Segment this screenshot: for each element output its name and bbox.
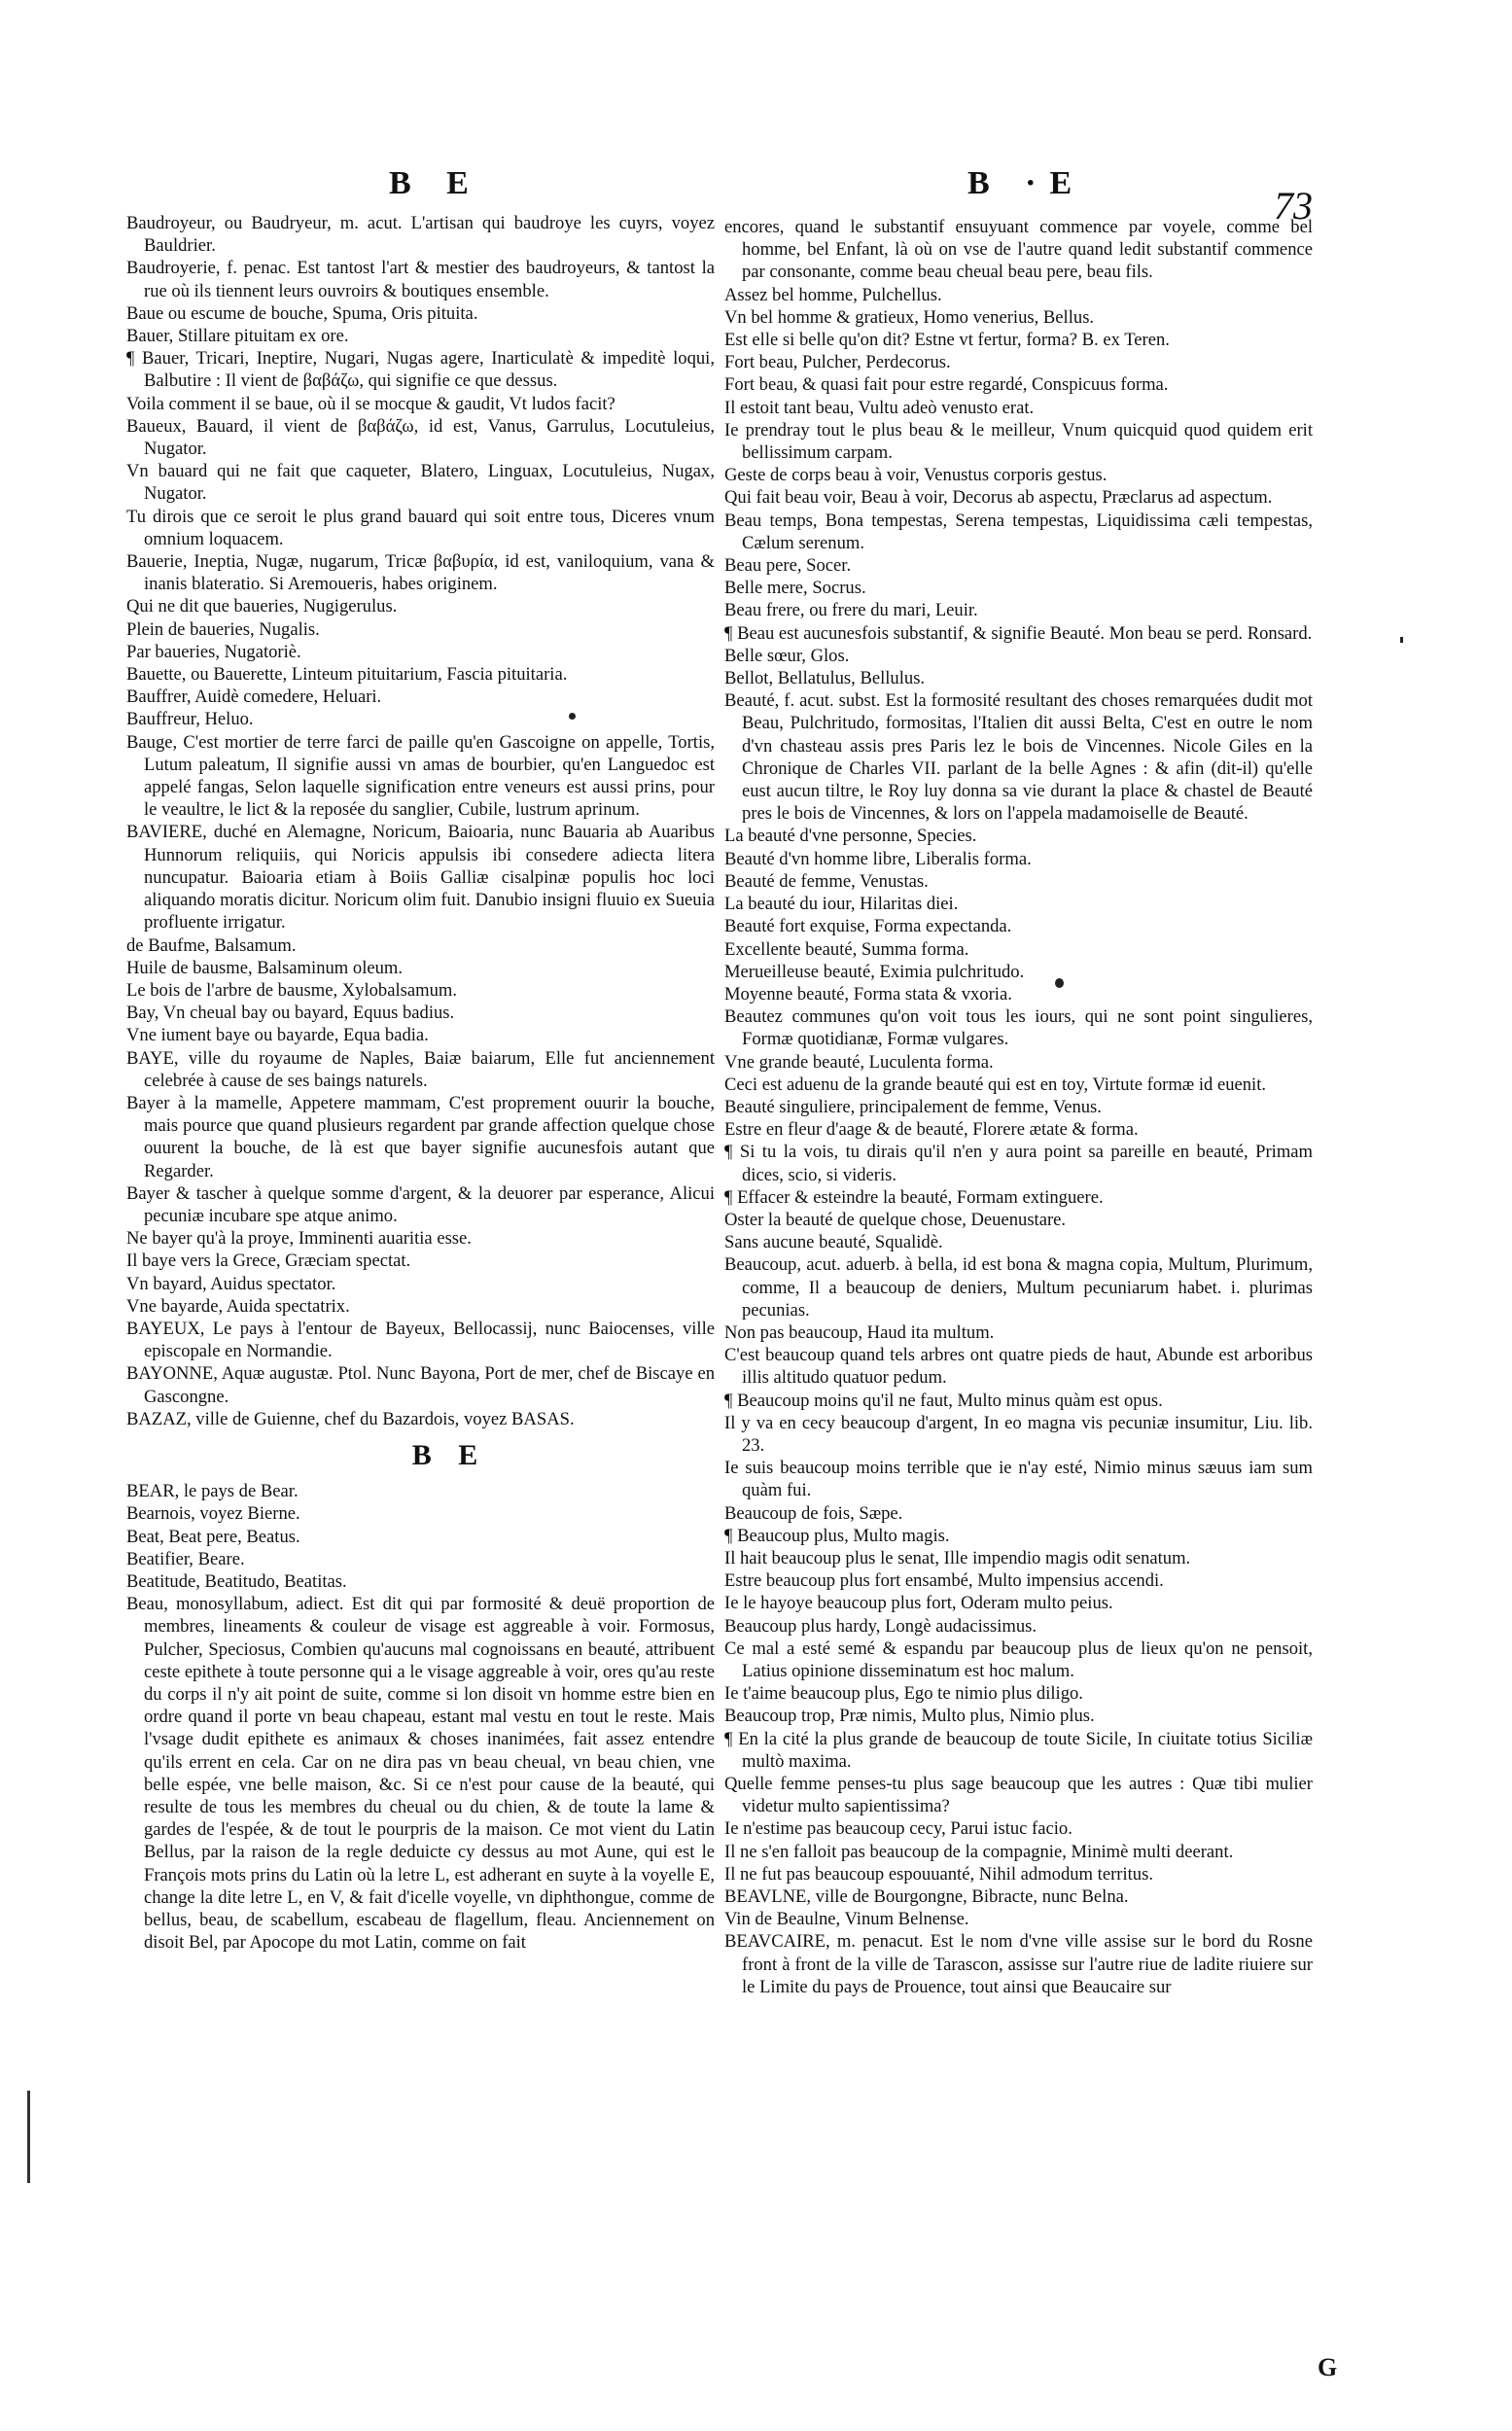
dictionary-entry: Fort beau, Pulcher, Perdecorus. (724, 352, 951, 373)
dictionary-entry: Beautez communes qu'on voit tous les iours, qui ne sont point singulieres, Formæ quotidianæ, Formæ vulgares. (724, 1006, 1313, 1050)
dictionary-entry: Beaucoup, acut. aduerb. à bella, id est bona & magna copia, Multum, Plurimum, comme, Il a beaucoup de deniers, Multum pecuniarum habet. i. plurimas pecunias. (724, 1254, 1313, 1321)
signature-mark: G (1318, 2353, 1338, 2381)
dictionary-entry: Beauté de femme, Venustas. (724, 870, 929, 892)
right-column (724, 216, 1313, 1998)
dictionary-entry: La beauté d'vne personne, Species. (724, 826, 977, 847)
dictionary-entry: BAYONNE, Aquæ augustæ. Ptol. Nunc Bayona, Port de mer, chef de Biscaye en Gascongne. (126, 1363, 715, 1407)
dictionary-entry: Tu dirois que ce seroit le plus grand bauard qui soit entre tous, Diceres vnum omnium loquacem. (126, 506, 715, 549)
running-head-left: B E (389, 165, 482, 201)
dictionary-entry: Beatitude, Beatitudo, Beatitas. (126, 1570, 347, 1592)
dictionary-entry: Ne bayer qu'à la proye, Imminenti auaritia esse. (126, 1228, 472, 1250)
dictionary-entry: BAYE, ville du royaume de Naples, Baiæ baiarum, Elle fut anciennement celebrée à cause de ses baings naturels. (126, 1047, 715, 1091)
dictionary-entry: Geste de corps beau à voir, Venustus corporis gestus. (724, 465, 1108, 486)
dictionary-entry: Bearnois, voyez Bierne. (126, 1503, 300, 1525)
dictionary-entry: Beau, monosyllabum, adiect. Est dit qui par formosité & deuë proportion de membres, lineaments & couleur de visage est aggreable à voir. Formosus, Pulcher, Speciosus, Combien qu'aucuns mal cognoissans en beauté, attribuent ceste epithete à toute personne qui a le visage aggreable à voir, ores qu'au reste du corps il n'y ait point de suite, comme si lon disoit vn homme estre bien en ordre quand il porte vn beau chapeau, estant mal vestu en tout le reste. Mais l'vsage dudit epithete es animaux & choses inanimées, fait assez entendre qu'ils errent en cela. Car on ne dira pas vn beau cheual, vn beau chien, vne belle espée, vne belle maison, &c. Si ce n'est pour cause de la beauté, qui resulte de tous les membres du cheual ou du chien, & de toute la lame & gardes de l'espée, & de tout le pourpris de la maison. Ce mot vient du Latin Bellus, par la raison de la regle deduicte cy dessus au mot Aune, qui est le François mots prins du Latin où la letre L, est adherant en suyte à la voyelle E, change la dite letre L, en V, & fait d'icelle voyelle, vn diphthongue, comme de bellus, beau, de scabellum, escabeau de flagellum, fleau. Anciennement on disoit Bel, par Apocope du mot Latin, comme on fait (126, 1594, 715, 1954)
dictionary-entry: Bauffreur, Heluo. (126, 709, 254, 730)
dictionary-entry: Ie le hayoye beaucoup plus fort, Oderam multo peius. (724, 1593, 1113, 1614)
dictionary-entry: BAVIERE, duché en Alemagne, Noricum, Baioaria, nunc Bauaria ab Auaribus Hunnorum reliquiis, qui Noricis appulsis ibi consedere adiecta litera nuncupatur. Baioaria etiam à Boiis Galliæ cisalpinæ populis hoc loci aliquando moratis dicitur. Noricum olim fuit. Danubio insigni fluuio ex Sueuia profluente irrigatur. (126, 822, 715, 934)
dictionary-entry: Beauté fort exquise, Forma expectanda. (724, 916, 1012, 937)
ink-dot (569, 713, 576, 720)
left-column (126, 212, 715, 1954)
dictionary-entry: Beauté d'vn homme libre, Liberalis forma. (724, 848, 1032, 869)
dictionary-entry: Baudroyeur, ou Baudryeur, m. acut. L'artisan qui baudroye les cuyrs, voyez Bauldrier. (126, 213, 715, 257)
dictionary-entry: Estre beaucoup plus fort ensambé, Multo impensius accendi. (724, 1570, 1164, 1592)
dictionary-entry: Voila comment il se baue, où il se mocque & gaudit, Vt ludos facit? (126, 393, 615, 414)
page-number: 73 (1274, 184, 1313, 228)
dictionary-entry: Bauge, C'est mortier de terre farci de paille qu'en Gascoigne on appelle, Tortis, Lutum paleatum, Il signifie aussi vn amas de bourbier, qu'en Languedoc est appelé fangas, Selon laquelle signification entre veneurs est aussi prins, pour le veaultre, le lict & la reposée du sanglier, Cubile, lustrum aprinum. (126, 731, 715, 821)
dictionary-entry: Qui fait beau voir, Beau à voir, Decorus ab aspectu, Præclarus ad aspectum. (724, 487, 1273, 509)
ink-mark (1400, 637, 1403, 643)
dictionary-entry: Vne bayarde, Auida spectatrix. (126, 1295, 350, 1317)
dictionary-entry: de Baufme, Balsamum. (126, 934, 297, 956)
dictionary-entry: Baue ou escume de bouche, Spuma, Oris pituita. (126, 302, 478, 324)
binding-mark (27, 2091, 30, 2183)
section-heading-be: B E (411, 1438, 488, 1471)
left-entries-top (126, 212, 715, 1430)
dictionary-entry: Beauté, f. acut. subst. Est la formosité resultant des choses remarquées dudit mot Beau, Pulchritudo, formositas, l'Italien dit aussi Belta, C'est en outre le nom d'vn chasteau assis pres Paris lez le bois de Vincennes. Nicole Giles en la Chronique de Charles VII. parlant de la belle Agnes : & afin (dit-il) qu'elle eust aucun tiltre, le Roy luy donna sa vie durant la place & chastel de Beauté pres le bois de Vincennes, & lors on l'appela madamoiselle de Beauté. (724, 690, 1313, 825)
dictionary-entry: ¶ Beaucoup plus, Multo magis. (724, 1525, 950, 1546)
dictionary-entry: Ie suis beaucoup moins terrible que ie n'ay esté, Nimio minus sæuus iam sum quàm fui. (724, 1458, 1313, 1501)
dictionary-entry: La beauté du iour, Hilaritas diei. (724, 894, 959, 915)
dictionary-entry: Bauer, Stillare pituitam ex ore. (126, 326, 349, 347)
dictionary-entry: Beaucoup trop, Præ nimis, Multo plus, Nimio plus. (724, 1706, 1095, 1727)
dictionary-entry: Il estoit tant beau, Vultu adeò venusto erat. (724, 397, 1035, 418)
dictionary-entry: Beatifier, Beare. (126, 1548, 245, 1569)
dictionary-entry: Estre en fleur d'aage & de beauté, Florere ætate & forma. (724, 1119, 1139, 1141)
dictionary-entry: Qui ne dit que baueries, Nugigerulus. (126, 596, 398, 617)
dictionary-entry: Ie prendray tout le plus beau & le meilleur, Vnum quicquid quod quidem erit bellissimum carpam. (724, 419, 1313, 464)
ink-dot (1055, 978, 1064, 988)
dictionary-entry: Bauette, ou Bauerette, Linteum pituitarium, Fascia pituitaria. (126, 664, 568, 686)
dictionary-entry: Ie n'estime pas beaucoup cecy, Parui istuc facio. (724, 1818, 1072, 1840)
dictionary-entry: Bayer & tascher à quelque somme d'argent, & la deuorer par esperance, Alicui pecuniæ incubare spe atque animo. (126, 1182, 715, 1226)
dictionary-entry: Quelle femme penses-tu plus sage beaucoup que les autres : Quæ tibi mulier videtur multo sapientissima? (724, 1774, 1313, 1817)
dictionary-entry: Sans aucune beauté, Squalidè. (724, 1232, 943, 1253)
left-entries-bottom (126, 1480, 715, 1954)
dictionary-entry: Vne grande beauté, Luculenta forma. (724, 1051, 994, 1073)
dictionary-entry: Beau frere, ou frere du mari, Leuir. (724, 600, 978, 621)
dictionary-entry: Ceci est aduenu de la grande beauté qui est en toy, Virtute formæ id euenit. (724, 1074, 1267, 1095)
dictionary-entry: ¶ Si tu la vois, tu dirais qu'il n'en y aura point sa pareille en beauté, Primam dices, scio, si videris. (724, 1142, 1313, 1185)
dictionary-entry: C'est beaucoup quand tels arbres ont quatre pieds de haut, Abunde est arboribus illis altitudo quatuor pedum. (724, 1345, 1313, 1389)
dictionary-entry: Vn bauard qui ne fait que caqueter, Blatero, Linguax, Locutuleius, Nugax, Nugator. (126, 461, 715, 505)
dictionary-entry: Beau pere, Socer. (724, 555, 852, 577)
dictionary-entry: ¶ Beaucoup moins qu'il ne faut, Multo minus quàm est opus. (724, 1390, 1163, 1411)
dictionary-entry: Non pas beaucoup, Haud ita multum. (724, 1321, 995, 1343)
dictionary-entry: Baudroyerie, f. penac. Est tantost l'art & mestier des baudroyeurs, & tantost la rue où ils tiennent leurs ouvroirs & boutiques ensemble. (126, 258, 715, 301)
dictionary-entry: Vn bayard, Auidus spectator. (126, 1273, 336, 1294)
dictionary-entry: Beau temps, Bona tempestas, Serena tempestas, Liquidissima cæli tempestas, Cælum serenum. (724, 510, 1313, 553)
dictionary-entry: Bayer à la mamelle, Appetere mammam, C'est proprement ouurir la bouche, mais pource que quand plusieurs regardent par grande affection quelque chose ouurent la bouche, de là est que bayer signifie aucunesfois autant que Regarder. (126, 1092, 715, 1181)
dictionary-entry: Oster la beauté de quelque chose, Deuenustare. (724, 1209, 1067, 1230)
dictionary-entry: Beauté singuliere, principalement de femme, Venus. (724, 1096, 1102, 1117)
dictionary-entry: Vne iument baye ou bayarde, Equa badia. (126, 1025, 429, 1046)
dictionary-entry: Est elle si belle qu'on dit? Estne vt fertur, forma? B. ex Teren. (724, 330, 1170, 351)
dictionary-entry: BAZAZ, ville de Guienne, chef du Bazardois, voyez BASAS. (126, 1408, 575, 1429)
dictionary-entry: ¶ Effacer & esteindre la beauté, Formam extinguere. (724, 1186, 1104, 1208)
dictionary-entry: Excellente beauté, Summa forma. (724, 938, 969, 960)
dictionary-entry: Ce mal a esté semé & espandu par beaucoup plus de lieux qu'on ne pensoit, Latius opinione disseminatum est hoc malum. (724, 1638, 1313, 1681)
right-entries (724, 216, 1313, 1998)
dictionary-entry: Bay, Vn cheual bay ou bayard, Equus badius. (126, 1003, 455, 1024)
dictionary-entry: Beat, Beat pere, Beatus. (126, 1526, 300, 1547)
dictionary-entry: Le bois de l'arbre de bausme, Xylobalsamum. (126, 979, 458, 1001)
dictionary-entry: Ie t'aime beaucoup plus, Ego te nimio plus diligo. (724, 1683, 1083, 1705)
dictionary-entry: Beaucoup plus hardy, Longè audacissimus. (724, 1615, 1037, 1637)
dictionary-entry: Vin de Beaulne, Vinum Belnense. (724, 1909, 969, 1930)
dictionary-entry: Bauerie, Ineptia, Nugæ, nugarum, Tricæ βαβυρία, id est, vaniloquium, vana & inanis blateratio. Si Aremoueris, habes originem. (126, 551, 715, 595)
dictionary-entry: Bellot, Bellatulus, Bellulus. (724, 668, 926, 689)
dictionary-entry: Il baye vers la Grece, Græciam spectat. (126, 1251, 411, 1272)
dictionary-entry: Baueux, Bauard, il vient de βαβάζω, id est, Vanus, Garrulus, Locutuleius, Nugator. (126, 415, 715, 460)
dictionary-entry: Par baueries, Nugatoriè. (126, 641, 301, 662)
dictionary-entry: Bauffrer, Auidè comedere, Heluari. (126, 687, 382, 708)
dictionary-entry: Belle sœur, Glos. (724, 645, 850, 666)
dictionary-entry: Huile de bausme, Balsaminum oleum. (126, 957, 404, 978)
dictionary-entry: Vn bel homme & gratieux, Homo venerius, Bellus. (724, 306, 1095, 328)
dictionary-entry: BAYEUX, Le pays à l'entour de Bayeux, Bellocassij, nunc Baiocenses, ville episcopale en Normandie. (126, 1318, 715, 1362)
dictionary-entry: Il ne s'en falloit pas beaucoup de la compagnie, Minimè multi deerant. (724, 1841, 1234, 1862)
dictionary-entry: Il y va en cecy beaucoup d'argent, In eo magna vis pecuniæ insumitur, Liu. lib. 23. (724, 1412, 1313, 1456)
running-head-right: B ·E (967, 165, 1086, 201)
dictionary-entry: encores, quand le substantif ensuyuant commence par voyele, comme bel homme, bel Enfant, là où on vse de l'autre quand ledit substantif commence par consonante, comme beau cheual beau pere, beau fils. (724, 217, 1313, 283)
dictionary-entry: ¶ En la cité la plus grande de beaucoup de toute Sicile, In ciuitate totius Siciliæ multò maxima. (724, 1728, 1313, 1772)
dictionary-entry: Fort beau, & quasi fait pour estre regardé, Conspicuus forma. (724, 374, 1169, 396)
dictionary-entry: BEAVCAIRE, m. penacut. Est le nom d'vne ville assise sur le bord du Rosne front à front de la ville de Tarascon, assisse sur l'autre riue de ladite riuiere sur le Limite du pays de Prouence, tout ainsi que Beaucaire sur (724, 1931, 1313, 1997)
dictionary-entry: ¶ Bauer, Tricari, Ineptire, Nugari, Nugas agere, Inarticulatè & impeditè loqui, Balbutire : Il vient de βαβάζω, qui signifie ce que dessus. (126, 348, 715, 392)
dictionary-entry: Assez bel homme, Pulchellus. (724, 284, 942, 305)
dictionary-entry: BEAVLNE, ville de Bourgongne, Bibracte, nunc Belna. (724, 1886, 1129, 1908)
dictionary-entry: Il ne fut pas beaucoup espouuanté, Nihil admodum territus. (724, 1863, 1153, 1885)
dictionary-entry: ¶ Beau est aucunesfois substantif, & signifie Beauté. Mon beau se perd. Ronsard. (724, 622, 1313, 644)
dictionary-entry: Plein de baueries, Nugalis. (126, 618, 320, 640)
dictionary-entry: Beaucoup de fois, Sæpe. (724, 1502, 903, 1524)
dictionary-entry: Il hait beaucoup plus le senat, Ille impendio magis odit senatum. (724, 1547, 1191, 1568)
dictionary-entry: Merueilleuse beauté, Eximia pulchritudo. (724, 961, 1025, 982)
dictionary-entry: Belle mere, Socrus. (724, 578, 866, 599)
dictionary-entry: BEAR, le pays de Bear. (126, 1481, 299, 1502)
dictionary-entry: Moyenne beauté, Forma stata & vxoria. (724, 983, 1012, 1004)
